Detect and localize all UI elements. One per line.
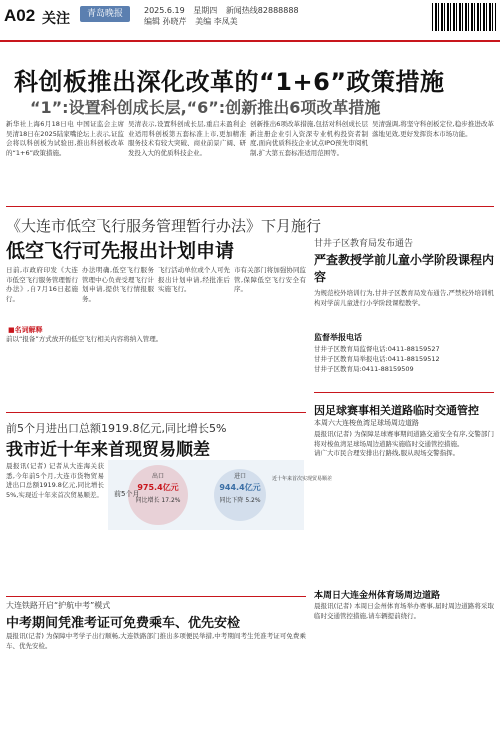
hotline-item: 甘井子区教育局:0411-88159509: [314, 365, 414, 373]
header-meta: [144, 5, 305, 27]
article-headline: 低空飞行可先报出计划申请: [6, 240, 235, 262]
divider: [6, 206, 494, 207]
article-column: 吴清强调,将坚守科创板定位,稳步推进改革落地见效,更好发挥资本市场功能。: [372, 120, 494, 138]
article-headline: 中考期间凭准考证可免费乘车、优先安检: [6, 616, 241, 631]
article-headline: 本周日大连金州体育场周边道路: [314, 591, 441, 601]
hotline-title: 监督举报电话: [314, 333, 362, 342]
designer: 美编 李凤美: [195, 17, 238, 26]
issue-date: 2025.6.19: [144, 6, 185, 15]
article-body: 为规范校外培训行为,甘井子区教育局发布通告,严禁校外培训机构对学前儿童进行小学阶段课程教学。: [314, 289, 494, 307]
divider: [6, 412, 306, 413]
article-column: 市有关部门将加强协同监管,保障低空飞行安全有序。: [234, 266, 306, 293]
newspaper-logo: 青岛晚报: [80, 6, 130, 22]
article-body: 晨报讯(记者) 本周日金州体育场举办赛事,届时周边道路将采取临时交通管控措施,请车辆提前绕行。: [314, 602, 494, 620]
article-column: [108, 534, 206, 594]
issue-weekday: 星期四: [193, 6, 218, 15]
article-headline: 因足球赛事相关道路临时交通管控: [314, 404, 479, 417]
article-column: 新华社上海6月18日电 中国证监会主席吴清18日在2025陆家嘴论坛上表示,证监会将以科创板为试验田,推出科创板改革的“1+6”政策措施。: [6, 120, 124, 157]
import-label: 进口: [233, 473, 247, 480]
article-body: [314, 430, 494, 580]
lead-subhead: “1”:设置科创成长层,“6”:创新推出6项改革措施: [30, 98, 381, 117]
article-kicker: 《大连市低空飞行服务管理暂行办法》下月施行: [6, 217, 322, 235]
note-text: 近十年来首次实现贸易顺差: [272, 476, 333, 482]
divider: [6, 596, 306, 597]
lead-headline: 科创板推出深化改革的“1+6”政策措施: [14, 68, 445, 96]
page-number: A02: [4, 6, 36, 25]
article-column: 日前,市政府印发《大连市低空飞行服务管理暂行办法》,自7月16日起施行。: [6, 266, 78, 303]
article-kicker: 前5个月进出口总额1919.8亿元,同比增长5%: [6, 422, 227, 435]
article-headline: 严查教授学前儿童小学阶段课程内容: [314, 253, 495, 284]
article-column: 前以“报备”方式放开的低空飞行相关内容将纳入管理。: [6, 335, 163, 343]
export-value: 975.4亿元: [137, 483, 179, 492]
section-name: 关注: [42, 11, 70, 27]
article-kicker: 本周六大连梭鱼湾足球场周边道路: [314, 419, 419, 427]
article-headline: 我市近十年来首现贸易顺差: [6, 440, 210, 460]
hotline-list: [314, 344, 494, 374]
article-body: 晨报讯(记者) 为保障中考学子出行顺畅,大连铁路部门推出多项便民举措,中考期间考生凭准考证可免费乘车、优先安检。: [6, 632, 306, 650]
divider: [314, 392, 494, 393]
article-kicker: 甘井子区教育局发布通告: [314, 239, 414, 249]
editor: 编辑 孙晓芹: [144, 17, 187, 26]
article-paragraph: 晨报讯(记者) 为保障足球赛事期间道路交通安全有序,交警部门将对梭鱼湾足球场周边道路实施临时交通管控措施。: [314, 430, 494, 448]
trade-infographic: [108, 460, 333, 530]
article-column: [208, 534, 306, 594]
barcode-icon: [432, 3, 496, 31]
period-label: 前5个月: [114, 490, 140, 498]
article-paragraph: 请广大市民合理安排出行路线,服从现场交警指挥。: [314, 449, 460, 457]
export-label: 出口: [151, 473, 165, 480]
article-column: 创新推出6项改革措施,包括对科创成长层新注册企业引入资深专业机构投资者制度,面向优质科技企业试点IPO预先审阅机制,扩大第五套标准适用范围等。: [250, 120, 368, 157]
import-growth: 同比下降 5.2%: [219, 497, 261, 504]
news-hotline: 新闻热线82888888: [225, 6, 299, 15]
import-value: 944.4亿元: [219, 483, 261, 492]
glossary-label: ■名词解释: [8, 326, 43, 334]
infographic-note: [272, 475, 332, 482]
article-column: 办法明确,低空飞行服务管理中心负责受理飞行计划申请,提供飞行情报服务。: [82, 266, 154, 303]
article-column: 吴清表示,设置科创成长层,重启未盈利企业适用科创板第五套标准上市,更加精准服务技术有较大突破、商业前景广阔、研发投入大的优质科技企业。: [128, 120, 246, 157]
page-header: [0, 0, 500, 42]
article-body: 晨报讯(记者) 记者从大连海关获悉,今年前5个月,大连市货物贸易进出口总额1919.8亿元,同比增长5%,实现近十年来首次贸易顺差。: [6, 462, 104, 499]
article-column: 飞行活动单位或个人可先报出计划申请,经批准后实施飞行。: [158, 266, 230, 293]
hotline-item: 甘井子区教育局监督电话:0411-88159527: [314, 345, 440, 353]
hotline-item: 甘井子区教育局举报电话:0411-88159512: [314, 355, 440, 363]
article-kicker: 大连铁路开启“护航中考”模式: [6, 601, 111, 610]
export-growth: 同比增长 17.2%: [135, 497, 181, 504]
